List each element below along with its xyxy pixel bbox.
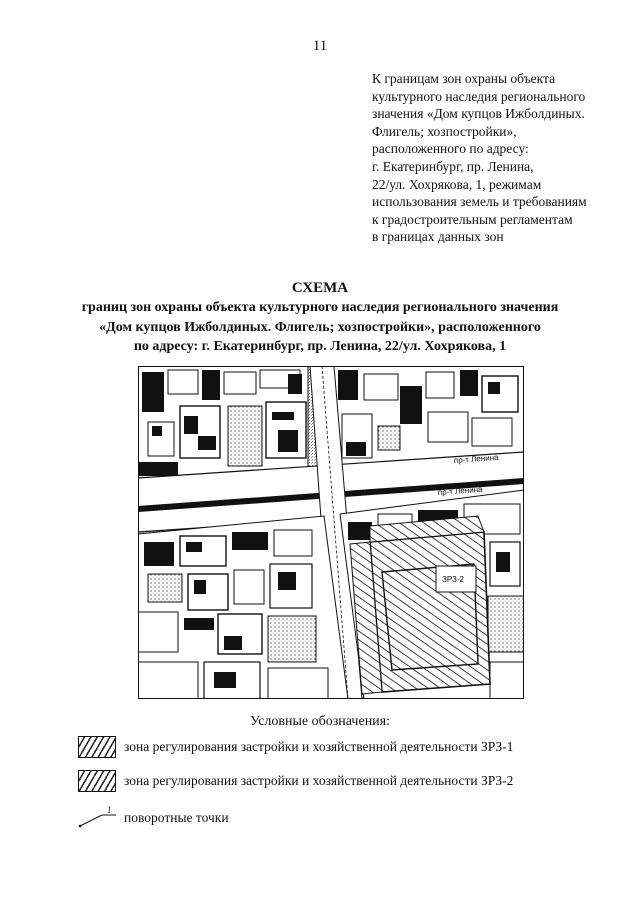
- annex-note-line: значения «Дом купцов Ижболдиных.: [372, 106, 585, 122]
- annex-note: [372, 70, 622, 246]
- map-block-upper-left: [138, 366, 308, 478]
- legend-label: зона регулирования застройки и хозяйственной деятельности ЗРЗ-1: [124, 739, 514, 754]
- page-number: 11: [312, 38, 328, 54]
- legend-item-zrz2: [78, 769, 513, 793]
- legend-title: Условные обозначения:: [249, 714, 391, 729]
- legend-label: поворотные точки: [124, 810, 229, 825]
- legend-item-zrz1: [78, 735, 513, 759]
- turning-point-symbol: [78, 806, 118, 830]
- turning-point-number: 1: [107, 806, 112, 815]
- protection-zone-zrz2: [370, 532, 490, 692]
- street-label: пр-т Ленина: [437, 484, 483, 497]
- document-subtitle-line: по адресу: г. Екатеринбург, пр. Ленина, 22/ул. Хохрякова, 1: [133, 339, 507, 354]
- document-subtitle-line: «Дом купцов Ижболдиных. Флигель; хозпостройки», расположенного: [99, 319, 541, 335]
- annex-note-line: г. Екатеринбург, пр. Ленина,: [372, 158, 534, 174]
- annex-note-line: расположенного по адресу:: [372, 141, 529, 157]
- document-subtitle-line: границ зон охраны объекта культурного наследия регионального значения: [81, 300, 559, 315]
- annex-note-line: культурного наследия регионального: [372, 88, 586, 104]
- annex-note-line: Флигель; хозпостройки»,: [372, 123, 517, 139]
- zone-map: [138, 366, 524, 699]
- document-heading: [0, 278, 640, 357]
- legend-label: зона регулирования застройки и хозяйственной деятельности ЗРЗ-2: [124, 773, 514, 788]
- street-label: пр-т Ленина: [453, 452, 499, 465]
- legend-item-turning-points: [78, 806, 229, 830]
- zrz2-hatch-swatch: [78, 770, 116, 792]
- document-title: СХЕМА: [291, 280, 349, 296]
- zone-map-graphic: [138, 366, 524, 699]
- annex-note-line: к градостроительным регламентам: [372, 211, 573, 227]
- annex-note-line: 22/ул. Хохрякова, 1, режимам: [372, 176, 542, 192]
- annex-note-line: в границах данных зон: [372, 229, 504, 245]
- zrz1-hatch-swatch: [78, 736, 116, 758]
- annex-note-line: К границам зон охраны объекта: [372, 71, 556, 86]
- zone-label: ЗРЗ-2: [442, 575, 464, 584]
- annex-note-line: использования земель и требованиям: [372, 194, 587, 210]
- map-block-lower-left: [138, 516, 348, 699]
